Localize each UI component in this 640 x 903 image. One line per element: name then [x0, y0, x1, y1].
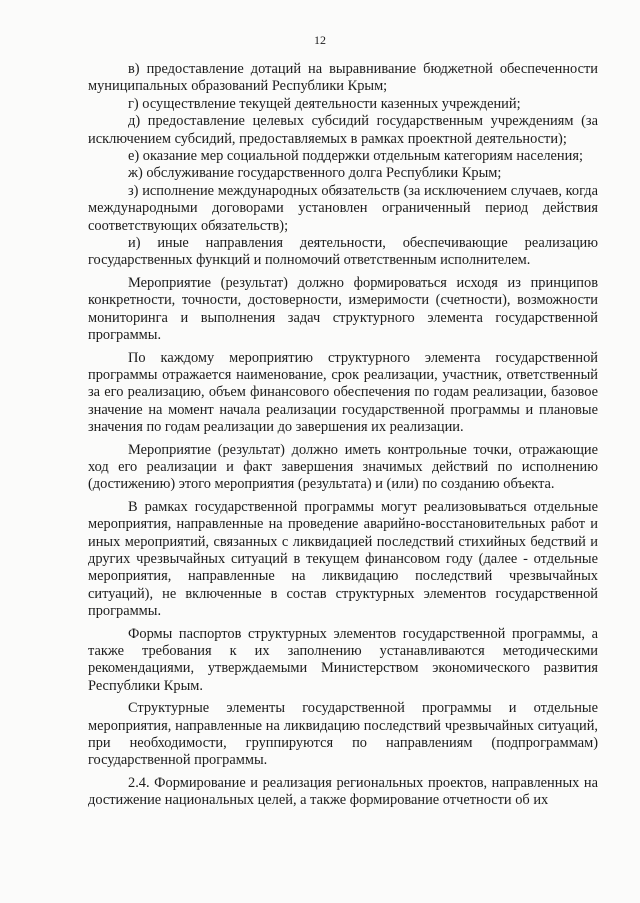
paragraph-control-points: Мероприятие (результат) должно иметь контрольные точки, отражающие ход его реализации и факт завершения значимых действий по исполнению (достижению) этого мероприятия (результата) и (или) по созданию объекта.: [88, 441, 598, 493]
paragraph-item-g: г) осуществление текущей деятельности казенных учреждений;: [128, 95, 521, 112]
paragraph-separate-measures: В рамках государственной программы могут реализовываться отдельные мероприятия, направленные на проведение аварийно-восстановительных работ и иных мероприятий, связанных с ликвидацией последствий стихийных бедствий и других чрезвычайных ситуаций в текущем финансовом году (далее - отдельные мероприятия, направленные на ликвидацию последствий чрезвычайных ситуаций), не включенные в состав структурных элементов государственной программы.: [88, 498, 598, 620]
paragraph-measure-details: По каждому мероприятию структурного элемента государственной программы отражается наименование, срок реализации, участник, ответственный за его реализацию, объем финансового обеспечения по годам реализации, базовое значение на момент начала реализации государственной программы и плановые значения по годам реализации до завершения их реализации.: [88, 349, 598, 436]
paragraph-item-d: д) предоставление целевых субсидий государственным учреждениям (за исключением субсидий, предоставляемых в рамках проектной деятельности);: [88, 113, 598, 147]
paragraph-item-v: в) предоставление дотаций на выравнивание бюджетной обеспеченности муниципальных образований Республики Крым;: [88, 61, 598, 95]
paragraph-item-e: е) оказание мер социальной поддержки отдельным категориям населения;: [128, 148, 583, 165]
paragraph-grouping: Структурные элементы государственной программы и отдельные мероприятия, направленные на ликвидацию последствий чрезвычайных ситуаций, при необходимости, группируются по направлениям (подпрограммам) государственной программы.: [88, 700, 598, 769]
document-body: [88, 61, 598, 810]
paragraph-passport-forms: Формы паспортов структурных элементов государственной программы, а также требования к их заполнению устанавливаются методическими рекомендациями, утверждаемыми Министерством экономического развития Республики Крым.: [88, 625, 598, 694]
paragraph-item-i: и) иные направления деятельности, обеспечивающие реализацию государственных функций и полномочий ответственным исполнителем.: [88, 235, 598, 269]
paragraph-item-z: з) исполнение международных обязательств (за исключением случаев, когда международными договорами установлен ограниченный период действия соответствующих обязательств);: [88, 182, 598, 234]
paragraph-measure-principles: Мероприятие (результат) должно формироваться исходя из принципов конкретности, точности, достоверности, измеримости (счетности), возможности мониторинга и выполнения задач структурного элемента государственной программы.: [88, 274, 598, 344]
paragraph-section-2-4: 2.4. Формирование и реализация региональных проектов, направленных на достижение национальных целей, а также формирование отчетности об их: [88, 774, 598, 809]
paragraph-item-zh: ж) обслуживание государственного долга Республики Крым;: [128, 165, 502, 182]
page-number: 12: [314, 33, 326, 47]
